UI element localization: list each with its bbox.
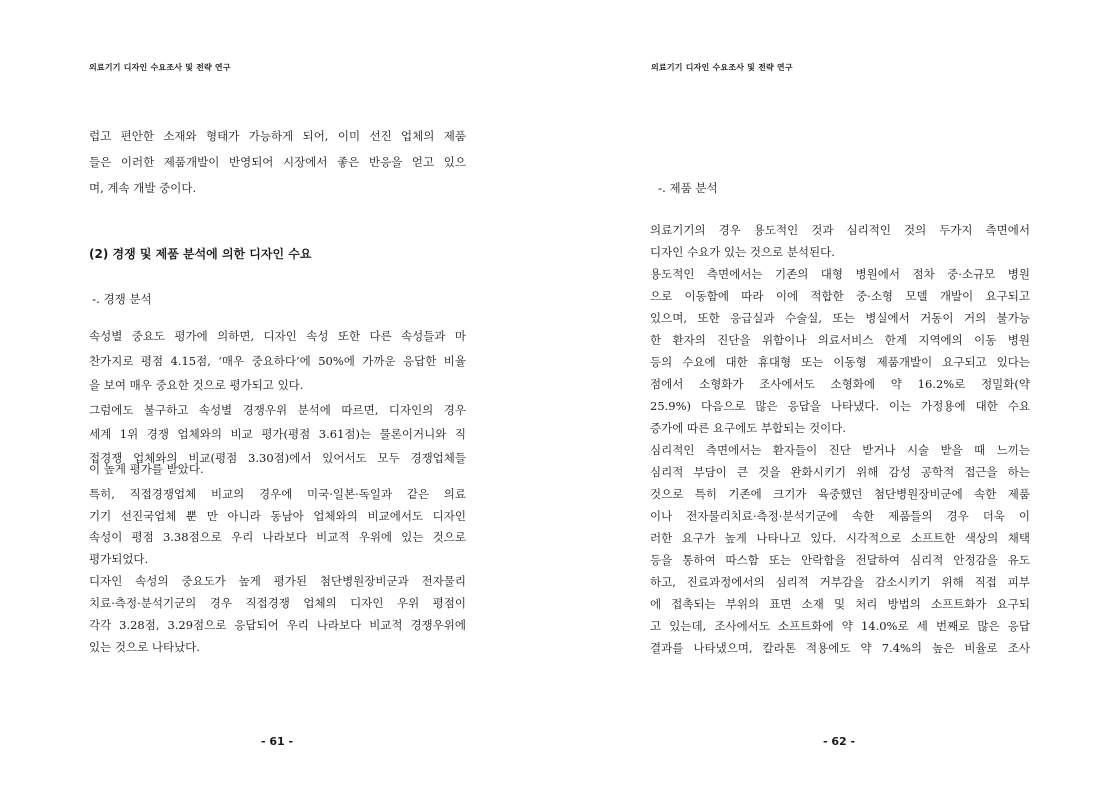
paragraph-line: 찬가지로 평점 4.15점, ‘매우 중요하다’에 50%에 가까운 응답한 비율 (89, 354, 466, 368)
paragraph-line: 것으로 특히 기존에 크기가 육중했던 첨단병원장비군에 속한 제품 (650, 487, 1030, 501)
paragraph-line: 속성이 평점 3.38점으로 우리 나라보다 비교적 우위에 있는 것으로 (89, 530, 466, 544)
paragraph-line: 평가되었다. (89, 552, 149, 566)
paragraph-line: 고 있는데, 조사에서도 소프트화에 약 14.0%로 세 번째로 많은 응답 (650, 619, 1030, 633)
paragraph-line: 기기 선진국업체 뿐 만 아니라 동남아 업체와의 비교에서도 디자인 (89, 509, 466, 523)
paragraph-line: 속성별 중요도 평가에 의하면, 디자인 속성 또한 다른 속성들과 마 (89, 329, 466, 343)
subheading: -. 제품 분석 (658, 181, 718, 195)
paragraph-line: 각각 3.28점, 3.29점으로 응답되어 우리 나라보다 비교적 경쟁우위에 (89, 618, 466, 632)
paragraph-line: 럽고 편안한 소재와 형태가 가능하게 되어, 이미 선진 업체의 제품 (89, 129, 466, 143)
paragraph-line: 의료기기의 경우 용도적인 것과 심리적인 것의 두가지 측면에서 (650, 223, 1030, 237)
paragraph-line: 점에서 소형화가 조사에서도 소형화에 약 16.2%로 정밀화(약 (650, 377, 1030, 391)
paragraph-line: 특히, 직접경쟁업체 비교의 경우에 미국·일본·독일과 같은 의료 (89, 487, 466, 501)
section-heading: (2) 경쟁 및 제품 분석에 의한 디자인 수요 (89, 247, 312, 261)
paragraph-line: 25.9%) 다음으로 많은 응답을 나타냈다. 이는 가정용에 대한 수요 (650, 399, 1030, 413)
paragraph-line: 을 보여 매우 중요한 것으로 평가되고 있다. (89, 378, 304, 392)
paragraph-line: 세계 1위 경쟁 업체와의 비교 평가(평점 3.61점)는 물론이거니와 직 (89, 427, 466, 441)
paragraph-line: 용도적인 측면에서는 기존의 대형 병원에서 점차 중·소규모 병원 (650, 267, 1030, 281)
paragraph-line: 으로 이동함에 따라 이에 적합한 중·소형 모델 개발이 요구되고 (650, 289, 1030, 303)
subheading: -. 경쟁 분석 (92, 292, 152, 306)
page-number: - 61 - (261, 735, 294, 748)
paragraph-line: 치료·측정·분석기군의 경우 직접경쟁 업체의 디자인 우위 평점이 (89, 596, 466, 610)
paragraph-line: 등의 수요에 대한 휴대형 또는 이동형 제품개발이 요구되고 있다는 (650, 355, 1030, 369)
paragraph-line: 결과를 나타냈으며, 칼라톤 적용에도 약 7.4%의 높은 비율로 조사 (650, 641, 1030, 655)
paragraph-line: 디자인 수요가 있는 것으로 분석된다. (650, 245, 835, 259)
paragraph-line: 있는 것으로 나타났다. (89, 640, 200, 654)
paragraph-line: 심리적인 측면에서는 환자들이 진단 받거나 시술 받을 때 느끼는 (650, 443, 1030, 457)
paragraph-line: 심리적 부담이 큰 것을 완화시키기 위해 감성 공학적 접근을 하는 (650, 465, 1030, 479)
paragraph-line: 하고, 진료과정에서의 심리적 거부감을 감소시키기 위해 직접 피부 (650, 575, 1030, 589)
paragraph-line: 디자인 속성의 중요도가 높게 평가된 첨단병원장비군과 전자물리 (89, 574, 466, 588)
paragraph-line: 증가에 따른 요구에도 부합되는 것이다. (650, 421, 847, 435)
paragraph-line: 등을 통하여 따스함 또는 안락함을 전달하여 심리적 안정감을 유도 (650, 553, 1030, 567)
paragraph-line: 에 접촉되는 부위의 표면 소재 및 처리 방법의 소프트화가 요구되 (650, 597, 1030, 611)
running-header: 의료기기 디자인 수요조사 및 전략 연구 (651, 63, 793, 72)
paragraph-line: 접경쟁 업체와의 비교(평점 3.30점)에서 있어서도 모두 경쟁업체들 (89, 451, 466, 465)
paragraph-line: 그럼에도 불구하고 속성별 경쟁우위 분석에 따르면, 디자인의 경우 (89, 403, 466, 417)
paragraph-line: 들은 이러한 제품개발이 반영되어 시장에서 좋은 반응을 얻고 있으 (89, 155, 466, 169)
right-page (560, 0, 1120, 788)
paragraph-line: 있으며, 또한 응급실과 수술실, 또는 병실에서 거동이 거의 불가능 (650, 311, 1030, 325)
paragraph-line: 한 환자의 진단을 위함이나 의료서비스 한계 지역에의 이동 병원 (650, 333, 1030, 347)
running-header: 의료기기 디자인 수요조사 및 전략 연구 (89, 63, 231, 72)
paragraph-line: 러한 요구가 높게 나타나고 있다. 시각적으로 소프트한 색상의 채택 (650, 531, 1030, 545)
paragraph-line: 며, 계속 개발 중이다. (89, 181, 197, 195)
page-number: - 62 - (823, 735, 856, 748)
paragraph-line: 이나 전자물리치료·측정·분석기군에 속한 제품들의 경우 더욱 이 (650, 509, 1030, 523)
paragraph-line: 이 높게 평가를 받았다. (89, 462, 204, 476)
